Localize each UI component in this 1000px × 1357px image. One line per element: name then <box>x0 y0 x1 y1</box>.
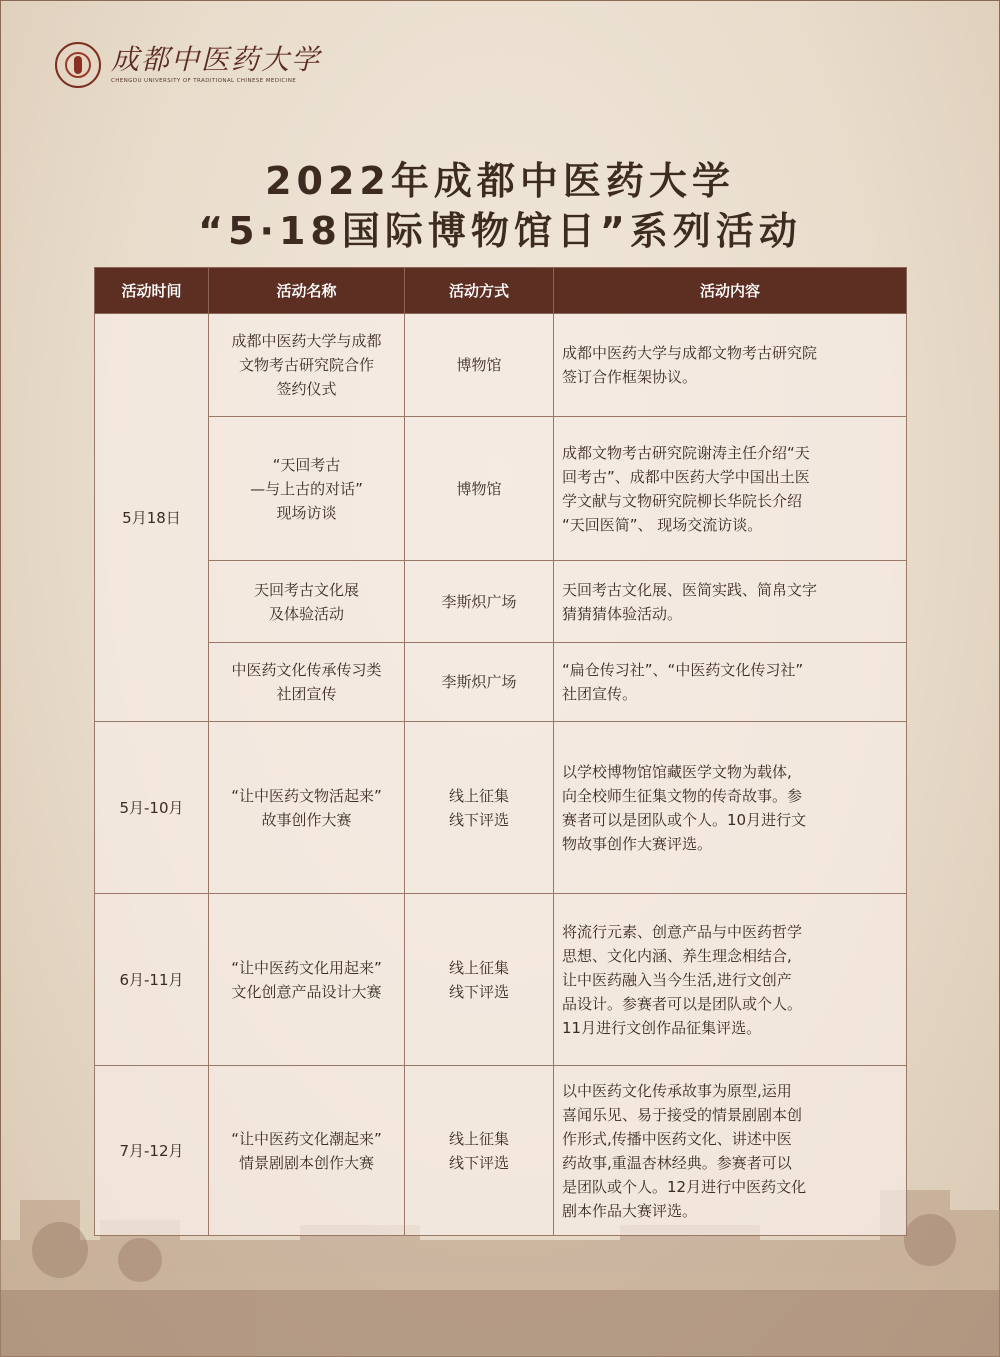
mode-cell: 李斯炽广场 <box>405 561 554 643</box>
mode-cell: 李斯炽广场 <box>405 643 554 722</box>
table-row <box>95 561 907 643</box>
name-cell: “让中医药文物活起来” 故事创作大赛 <box>209 722 405 894</box>
table-row <box>95 722 907 894</box>
mode-cell: 博物馆 <box>405 417 554 561</box>
table-row <box>95 314 907 417</box>
table-row <box>95 417 907 561</box>
date-cell: 6月-11月 <box>95 894 209 1066</box>
university-emblem-icon <box>55 42 101 88</box>
name-cell: “天回考古 —与上古的对话” 现场访谈 <box>209 417 405 561</box>
content-cell: 以中医药文化传承故事为原型,运用 喜闻乐见、易于接受的情景剧剧本创 作形式,传播中医药文化、讲述中医 药故事,重温杏林经典。参赛者可以 是团队或个人。12月进行中医药文化 剧本作品大赛评选。 <box>554 1066 907 1236</box>
header-time: 活动时间 <box>95 268 209 314</box>
page-title-line-2: “5·18国际博物馆日”系列活动 <box>198 209 802 253</box>
content-cell: “扁仓传习社”、“中医药文化传习社” 社团宣传。 <box>554 643 907 722</box>
header-name: 活动名称 <box>209 268 405 314</box>
table-header-row <box>95 268 907 314</box>
logo-english-name: CHENGDU UNIVERSITY OF TRADITIONAL CHINESE MEDICINE <box>111 78 297 84</box>
page-title-line-1: 2022年成都中医药大学 <box>265 159 735 203</box>
content-cell: 天回考古文化展、医简实践、简帛文字 猜猜猜体验活动。 <box>554 561 907 643</box>
name-cell: 成都中医药大学与成都 文物考古研究院合作 签约仪式 <box>209 314 405 417</box>
date-cell: 5月-10月 <box>95 722 209 894</box>
date-cell: 5月18日 <box>95 314 209 722</box>
name-cell: 中医药文化传承传习类 社团宣传 <box>209 643 405 722</box>
table-row <box>95 1066 907 1236</box>
logo-chinese-name: 成都中医药大学 <box>111 43 322 76</box>
content-cell: 以学校博物馆馆藏医学文物为载体, 向全校师生征集文物的传奇故事。参 赛者可以是团队或个人。10月进行文 物故事创作大赛评选。 <box>554 722 907 894</box>
mode-cell: 博物馆 <box>405 314 554 417</box>
header-content: 活动内容 <box>554 268 907 314</box>
table-row <box>95 894 907 1066</box>
name-cell: 天回考古文化展 及体验活动 <box>209 561 405 643</box>
content-cell: 成都文物考古研究院谢涛主任介绍“天 回考古”、成都中医药大学中国出土医 学文献与文物研究院柳长华院长介绍 “天回医简”、 现场交流访谈。 <box>554 417 907 561</box>
mode-cell: 线上征集 线下评选 <box>405 894 554 1066</box>
university-logo <box>55 42 321 88</box>
content-cell: 将流行元素、创意产品与中医药哲学 思想、文化内涵、养生理念相结合, 让中医药融入当今生活,进行文创产 品设计。参赛者可以是团队或个人。 11月进行文创作品征集评选。 <box>554 894 907 1066</box>
mode-cell: 线上征集 线下评选 <box>405 722 554 894</box>
date-cell: 7月-12月 <box>95 1066 209 1236</box>
events-table <box>94 267 907 1236</box>
name-cell: “让中医药文化潮起来” 情景剧剧本创作大赛 <box>209 1066 405 1236</box>
header-mode: 活动方式 <box>405 268 554 314</box>
name-cell: “让中医药文化用起来” 文化创意产品设计大赛 <box>209 894 405 1066</box>
mode-cell: 线上征集 线下评选 <box>405 1066 554 1236</box>
table-row <box>95 643 907 722</box>
content-cell: 成都中医药大学与成都文物考古研究院 签订合作框架协议。 <box>554 314 907 417</box>
